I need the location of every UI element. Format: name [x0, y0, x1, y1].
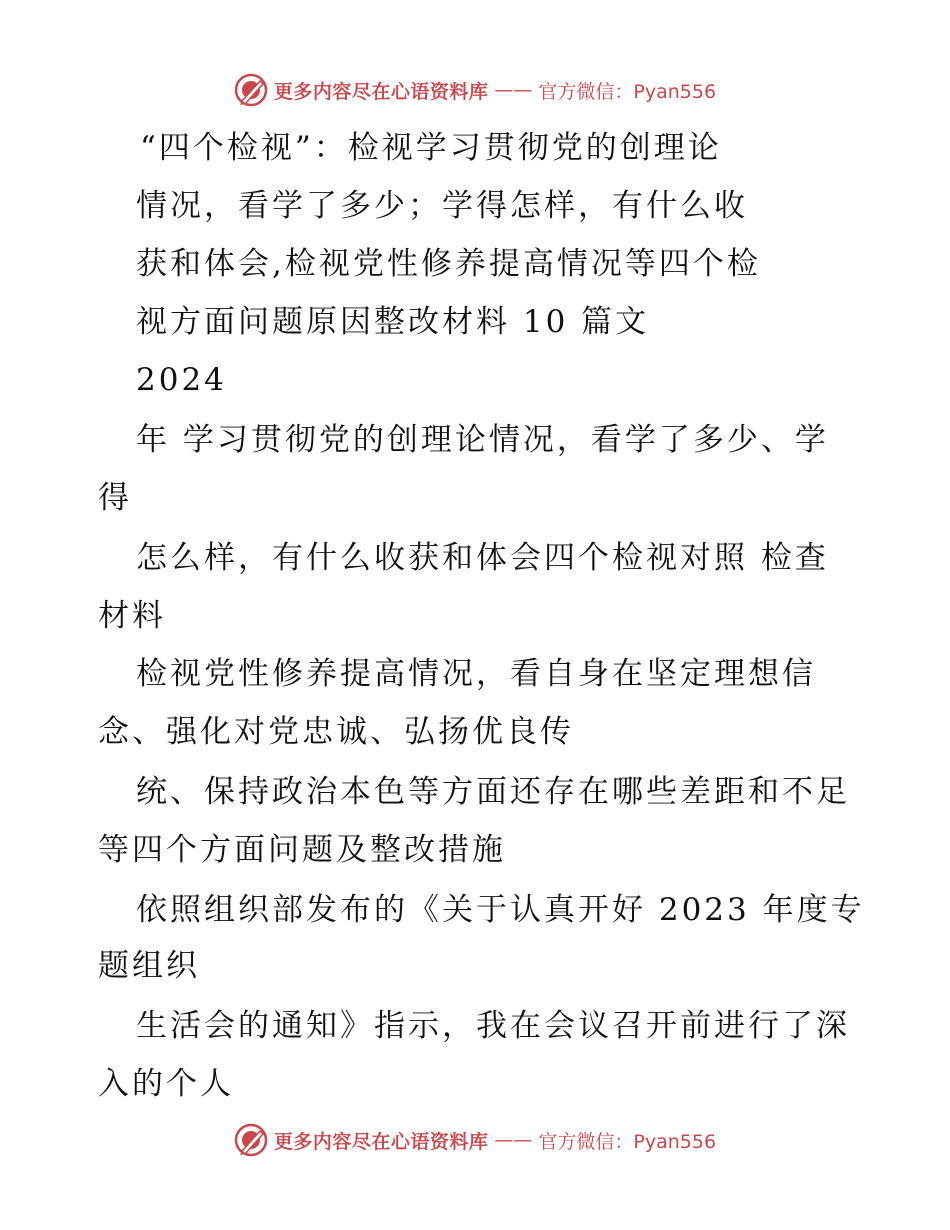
paragraph-line: 年 学习贯彻党的创理论情况，看学了多少、学 [136, 422, 829, 458]
title-line-1: “四个检视”：检视学习贯彻党的创理论 [140, 130, 722, 166]
footer-banner [0, 1120, 950, 1160]
paragraph-line: 生活会的通知》指示，我在会议召开前进行了深 [136, 1008, 850, 1044]
paragraph-line: 检视党性修养提高情况，看自身在坚定理想信 [136, 656, 816, 692]
banner-text: 更多内容尽在心语资料库 [273, 80, 489, 103]
banner-text: 更多内容尽在心语资料库 [273, 1130, 489, 1153]
paragraph-line: 等四个方面问题及整改措施 [98, 832, 506, 868]
title-line-4: 视方面问题原因整改材料 10 篇文 [136, 304, 650, 340]
paragraph-line: 依照组织部发布的《关于认真开好 2023 年度专 [136, 892, 865, 928]
title-line-2: 情况，看学了多少；学得怎样，有什么收 [136, 188, 748, 224]
banner-separator: —— [494, 1129, 533, 1151]
paragraph-line: 统、保持政治本色等方面还存在哪些差距和不足 [136, 774, 850, 810]
paragraph-line: 念、强化对党忠诚、弘扬优良传 [98, 714, 574, 750]
paragraph-line: 2024 [136, 362, 227, 398]
header-banner [0, 70, 950, 110]
paragraph-line: 入的个人 [98, 1066, 234, 1102]
pen-logo-icon [234, 1123, 268, 1157]
title-line-3: 获和体会,检视党性修养提高情况等四个检 [136, 246, 761, 282]
banner-wechat: 官方微信：Pyan556 [538, 80, 717, 103]
paragraph-line: 题组织 [98, 948, 200, 984]
paragraph-line: 怎么样，有什么收获和体会四个检视对照 检查 [136, 540, 829, 576]
pen-logo-icon [234, 73, 268, 107]
paragraph-line: 得 [98, 480, 132, 516]
paragraph-line: 材料 [98, 598, 166, 634]
banner-wechat: 官方微信：Pyan556 [538, 1130, 717, 1153]
banner-separator: —— [494, 79, 533, 101]
